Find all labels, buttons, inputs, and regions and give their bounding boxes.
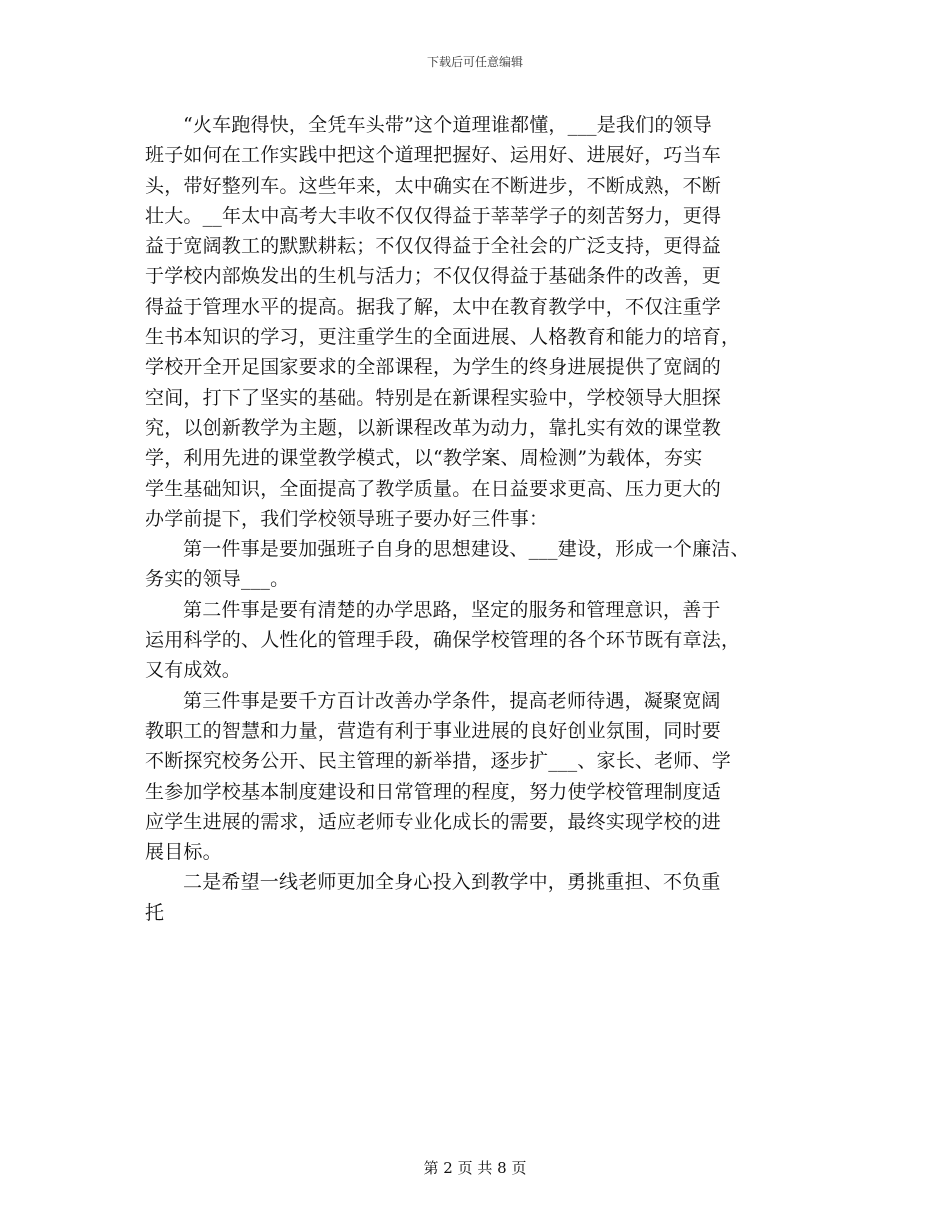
page-header: 下载后可任意编辑 xyxy=(426,55,523,69)
text-line: 学校开全开足国家要求的全部课程，为学生的终身进展提供了宽阔的 xyxy=(145,356,722,379)
text-line: 班子如何在工作实践中把这个道理把握好、运用好、进展好，巧当车 xyxy=(145,144,722,167)
text-line: 于学校内部焕发出的生机与活力；不仅仅得益于基础条件的改善，更 xyxy=(145,265,722,288)
text-line: 运用科学的、人性化的管理手段，确保学校管理的各个环节既有章法， xyxy=(145,629,741,652)
text-line: 空间，打下了坚实的基础。特别是在新课程实验中，学校领导大胆探 xyxy=(145,386,722,409)
document-body xyxy=(145,110,825,928)
text-line: 托 xyxy=(145,901,165,924)
text-line: 壮大。__年太中高考大丰收不仅仅得益于莘莘学子的刻苦努力，更得 xyxy=(145,204,722,227)
text-line: 生参加学校基本制度建设和日常管理的程度，努力使学校管理制度适 xyxy=(145,780,722,803)
paragraph-5 xyxy=(145,867,825,928)
text-line: 第一件事是要加强班子自身的思想建设、___建设，形成一个廉洁、 xyxy=(183,538,750,561)
text-line: 二是希望一线老师更加全身心投入到教学中，勇挑重担、不负重 xyxy=(183,871,721,894)
text-line: 头，带好整列车。这些年来，太中确实在不断进步，不断成熟，不断 xyxy=(145,174,722,197)
text-line: 教职工的智慧和力量，营造有利于事业进展的良好创业氛围，同时要 xyxy=(145,719,722,742)
text-line: 第二件事是要有清楚的办学思路，坚定的服务和管理意识，善于 xyxy=(183,598,721,621)
paragraph-4 xyxy=(145,686,825,868)
text-line: 学，利用先进的课堂教学模式，以“教学案、周检测”为载体，夯实 xyxy=(145,447,703,470)
paragraph-1 xyxy=(145,110,825,534)
paragraph-2 xyxy=(145,534,825,595)
text-line: 展目标。 xyxy=(145,841,222,864)
page-footer: 第 2 页 共 8 页 xyxy=(423,1159,527,1177)
text-line: 生书本知识的学习，更注重学生的全面进展、人格教育和能力的培育， xyxy=(145,326,741,349)
text-line: 务实的领导___。 xyxy=(145,568,290,591)
text-line: 第三件事是要千方百计改善办学条件，提高老师待遇，凝聚宽阔 xyxy=(183,689,721,712)
text-line: 又有成效。 xyxy=(145,659,242,682)
paragraph-3 xyxy=(145,595,825,686)
text-line: 益于宽阔教工的默默耕耘；不仅仅得益于全社会的广泛支持，更得益 xyxy=(145,235,722,258)
text-line: 学生基础知识，全面提高了教学质量。在日益要求更高、压力更大的 xyxy=(145,477,722,500)
text-line: 得益于管理水平的提高。据我了解，太中在教育教学中，不仅注重学 xyxy=(145,295,722,318)
text-line: 究，以创新教学为主题，以新课程改革为动力，靠扎实有效的课堂教 xyxy=(145,416,722,439)
text-line: “火车跑得快，全凭车头带”这个道理谁都懂，___是我们的领导 xyxy=(183,114,712,136)
text-line: 应学生进展的需求，适应老师专业化成长的需要，最终实现学校的进 xyxy=(145,810,722,833)
text-line: 办学前提下，我们学校领导班子要办好三件事： xyxy=(145,507,549,530)
text-line: 不断探究校务公开、民主管理的新举措，逐步扩___、家长、老师、学 xyxy=(145,750,731,773)
